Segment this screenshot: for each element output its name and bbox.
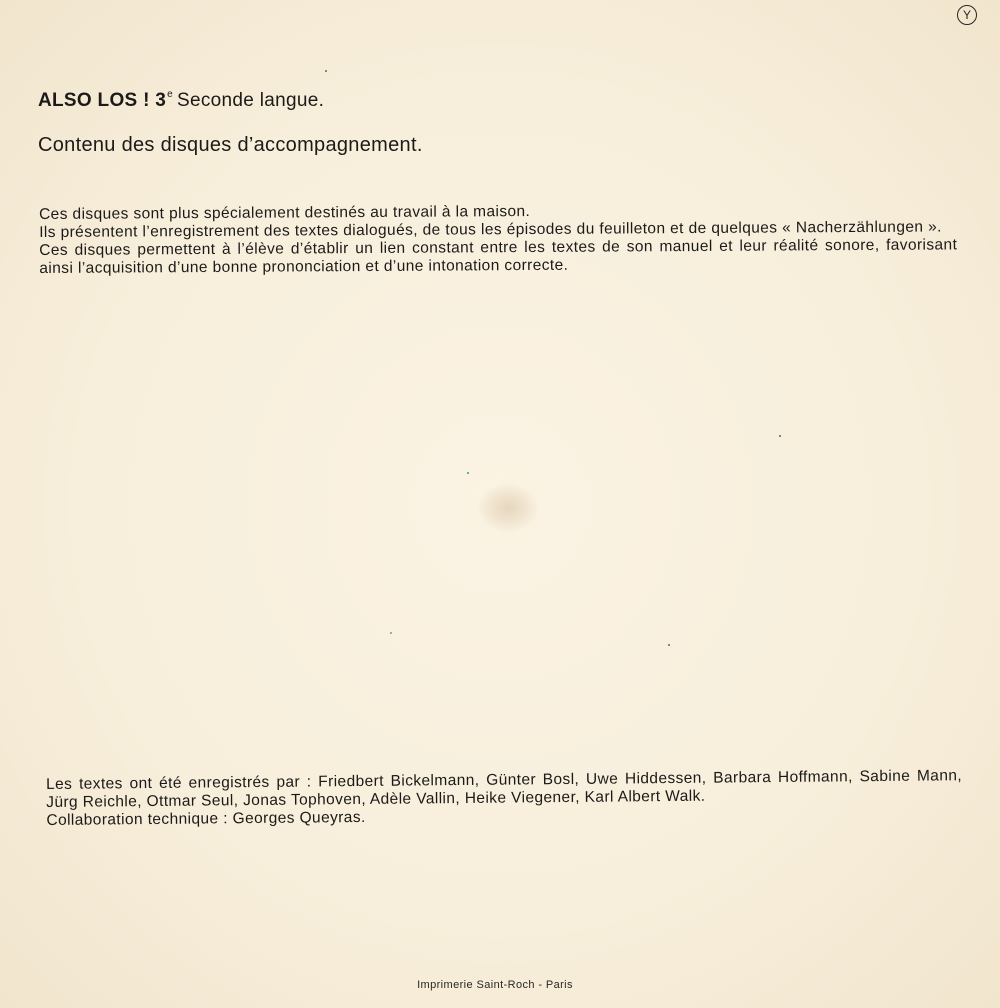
paper-speck [668, 644, 670, 646]
paper-stain [478, 484, 538, 532]
intro-text [39, 200, 957, 278]
paper-speck [325, 70, 327, 72]
paper-speck [779, 435, 781, 437]
title-level: Seconde langue. [177, 90, 325, 111]
printer-imprint: Imprimerie Saint-Roch - Paris [417, 979, 573, 991]
rights-badge: Y [957, 5, 977, 25]
credits-text [46, 767, 962, 830]
intro-paragraph-1: Ces disques sont plus spécialement destinés au travail à la maison. [39, 202, 531, 223]
title-superscript: e [167, 89, 174, 100]
intro-paragraph-2: Ils présentent l’enregistrement des textes dialogués, de tous les épisodes du feuilleton et de quelques « Nacherzählungen ». [39, 218, 942, 241]
paper-speck [467, 472, 469, 474]
page-subtitle: Contenu des disques d’accompagnement. [38, 134, 423, 156]
title-series: ALSO LOS ! 3 [38, 90, 167, 111]
paper-speck [390, 632, 392, 634]
credits-technical: Collaboration technique : Georges Queyras. [46, 808, 366, 829]
page-title [38, 89, 324, 112]
credits-voices: Les textes ont été enregistrés par : Friedbert Bickelmann, Günter Bosl, Uwe Hiddessen, Barbara Hoffmann, Sabine Mann, Jürg Reichle, Ottmar Seul, Jonas Tophoven, Adèle Vallin, Heike Viegener, Karl Albert Walk. [46, 767, 963, 811]
intro-paragraph-3: Ces disques permettent à l’élève d’établir un lien constant entre les textes de son manuel et leur réalité sonore, favorisant ainsi l’acquisition d’une bonne prononciation et d’une intonation correcte. [39, 236, 958, 277]
